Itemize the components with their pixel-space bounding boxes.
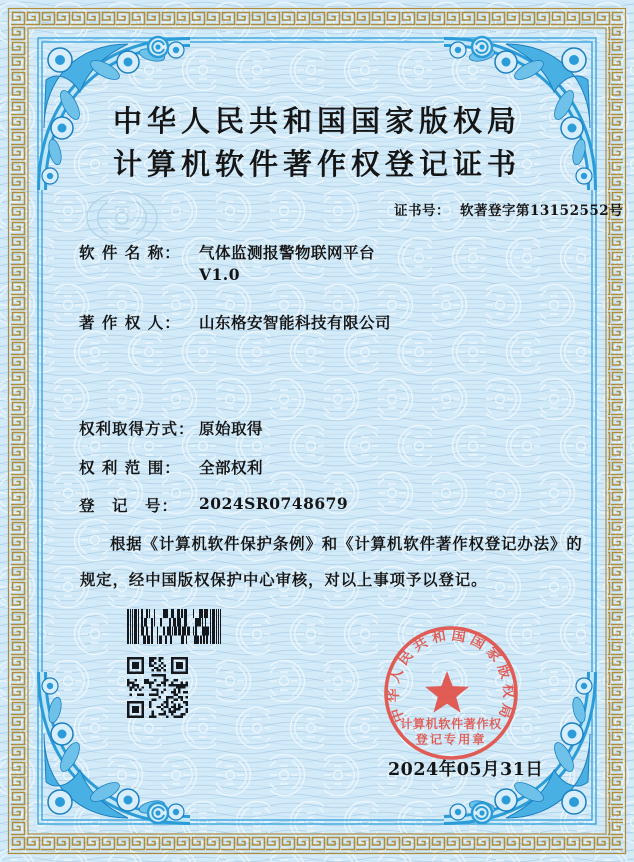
edge-curl-ornament <box>472 803 492 823</box>
software-name-label: 软 件 名 称： <box>79 243 181 262</box>
qr-code <box>127 657 188 718</box>
copyright-owner-label: 著 作 权 人： <box>79 313 181 332</box>
registration-number-label: 登 记 号： <box>79 496 179 515</box>
barcode <box>127 609 221 644</box>
registration-statement-line1: 根据《计算机软件保护条例》和《计算机软件著作权登记办法》的 <box>110 535 583 553</box>
svg-text:中华人民共和国国家版权局 <box>385 626 517 724</box>
edge-curl-ornament <box>472 37 492 57</box>
issue-date: 2024年05月31日 <box>388 760 544 780</box>
rights-scope-value: 全部权利 <box>199 458 264 477</box>
certificate-number-label: 证书号： <box>394 203 450 219</box>
official-seal <box>376 618 526 768</box>
copyright-owner-value: 山东格安智能科技有限公司 <box>199 313 392 332</box>
registration-number-value: 2024SR0748679 <box>199 494 349 513</box>
software-version: V1.0 <box>199 265 240 284</box>
seal-star <box>425 671 469 713</box>
certificate-number <box>394 199 623 219</box>
software-name-value: 气体监测报警物联网平台 <box>199 243 376 262</box>
edge-curl-ornament <box>148 803 168 823</box>
seal-ring-text: 中华人民共和国国家版权局 <box>385 627 517 725</box>
registration-statement-line2: 规定，经中国版权保护中心审核，对以上事项予以登记。 <box>80 571 488 589</box>
acquisition-method-label: 权利取得方式： <box>79 419 195 438</box>
rights-scope-label: 权 利 范 围： <box>79 458 181 477</box>
issuer-title: 中华人民共和国国家版权局 <box>112 104 521 138</box>
seal-text-line1: 计算机软件著作权 <box>400 717 502 731</box>
edge-curl-ornament <box>148 37 168 57</box>
seal-text-line2: 登记专用章 <box>415 732 487 747</box>
certificate-number-value: 软著登字第13152552号 <box>460 203 624 219</box>
acquisition-method-value: 原始取得 <box>199 419 264 438</box>
certificate-title: 计算机软件著作权登记证书 <box>112 147 521 181</box>
